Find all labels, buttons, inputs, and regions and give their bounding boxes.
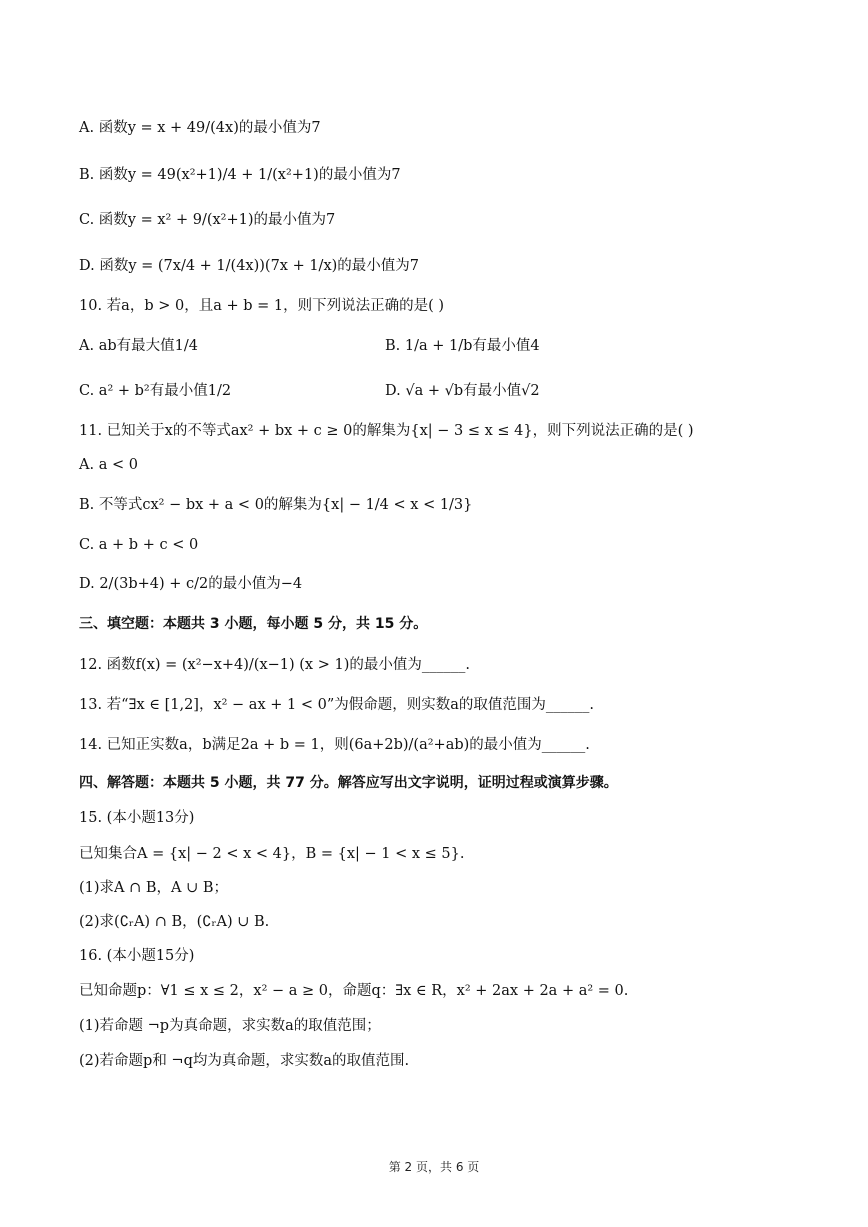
option-10b: B. 1/a + 1/b有最小值4 — [385, 338, 540, 354]
section-heading-answer: 四、解答题：本题共 5 小题，共 77 分。解答应写出文字说明，证明过程或演算步骤。 — [79, 775, 618, 791]
line-9b: B. 函数y = 49(x²+1)/4 + 1/(x²+1)的最小值为7 — [79, 167, 401, 183]
line-9c: C. 函数y = x² + 9/(x²+1)的最小值为7 — [79, 212, 336, 228]
question-16-title: 16. (本小题15分) — [79, 948, 195, 964]
question-12: 12. 函数f(x) = (x²−x+4)/(x−1) (x > 1)的最小值为______. — [79, 657, 470, 673]
line-9d: D. 函数y = (7x/4 + 1/(4x))(7x + 1/x)的最小值为7 — [79, 258, 420, 274]
option-10c: C. a² + b²有最小值1/2 — [79, 383, 232, 399]
option-11c: C. a + b + c < 0 — [79, 537, 199, 553]
question-15-title: 15. (本小题13分) — [79, 810, 195, 826]
line-9a: A. 函数y = x + 49/(4x)的最小值为7 — [79, 120, 321, 136]
question-11: 11. 已知关于x的不等式ax² + bx + c ≥ 0的解集为{x| − 3 ≤ x ≤ 4}，则下列说法正确的是( ) — [79, 423, 694, 439]
question-15-part1: (1)求A ∩ B，A ∪ B； — [79, 880, 229, 896]
section-heading-fill-in: 三、填空题：本题共 3 小题，每小题 5 分，共 15 分。 — [79, 616, 428, 632]
question-15-stem: 已知集合A = {x| − 2 < x < 4}，B = {x| − 1 < x ≤ 5}. — [79, 846, 465, 862]
option-11d: D. 2/(3b+4) + c/2的最小值为−4 — [79, 576, 303, 592]
option-10a: A. ab有最大值1/4 — [79, 338, 198, 354]
question-15-part2: (2)求(∁ᵣA) ∩ B，(∁ᵣA) ∪ B. — [79, 914, 270, 930]
option-11b: B. 不等式cx² − bx + a < 0的解集为{x| − 1/4 < x < 1/3} — [79, 497, 473, 513]
question-16-part2: (2)若命题p和 ¬q均为真命题，求实数a的取值范围. — [79, 1053, 410, 1069]
question-16-stem: 已知命题p：∀1 ≤ x ≤ 2，x² − a ≥ 0，命题q：∃x ∈ R，x² + 2ax + 2a + a² = 0. — [79, 983, 629, 999]
question-10: 10. 若a，b > 0，且a + b = 1，则下列说法正确的是( ) — [79, 298, 444, 314]
question-13: 13. 若“∃x ∈ [1,2]，x² − ax + 1 < 0”为假命题，则实数a的取值范围为______. — [79, 697, 594, 713]
question-14: 14. 已知正实数a，b满足2a + b = 1，则(6a+2b)/(a²+ab)的最小值为______. — [79, 737, 590, 753]
page-footer: 第 2 页，共 6 页 — [388, 1160, 480, 1174]
option-11a: A. a < 0 — [79, 457, 138, 473]
question-16-part1: (1)若命题 ¬p为真命题，求实数a的取值范围； — [79, 1018, 381, 1034]
option-10d: D. √a + √b有最小值√2 — [385, 383, 540, 399]
